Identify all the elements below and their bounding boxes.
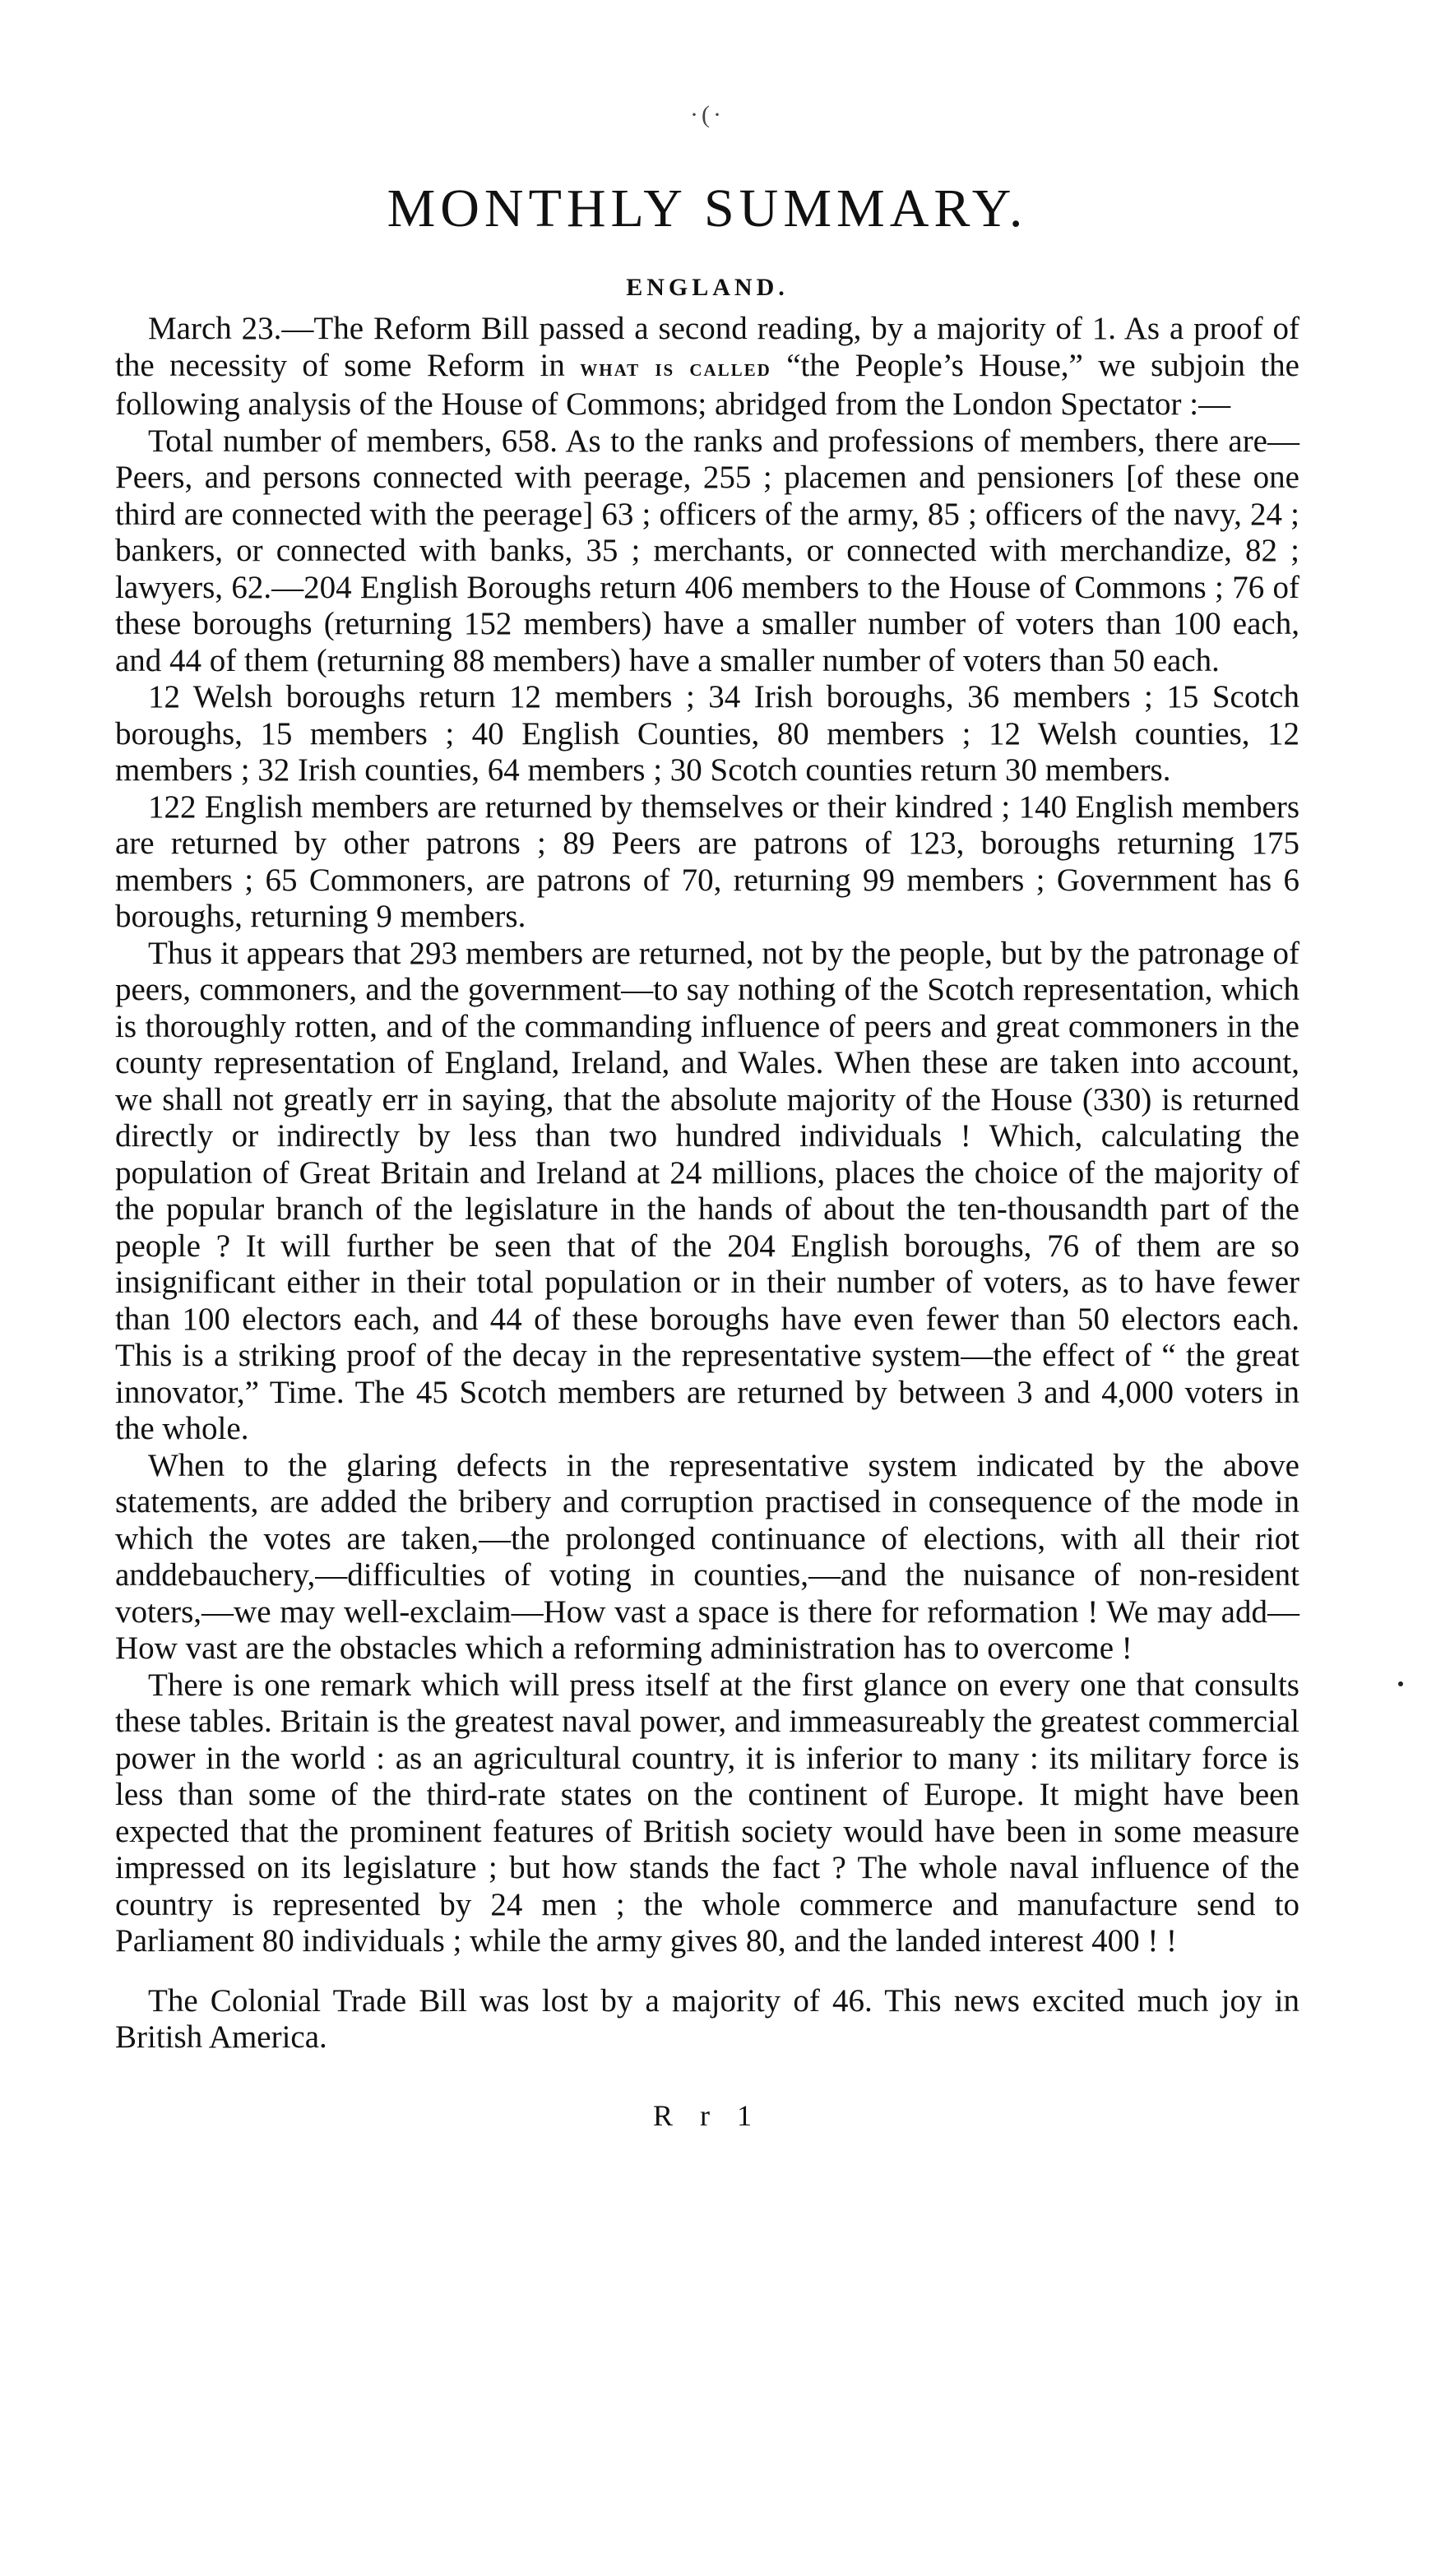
section-heading: ENGLAND. xyxy=(626,274,789,301)
paragraph-naval-commercial: There is one remark which will press itself at the first glance on every one that consults these tables. Britain is the greatest naval power, and immeasureably the greatest commercial power in the world : as an agricultural country, it is inferior to many : its military force is less than some of the third-rate states on the continent of Europe. It might have been expected that the prominent features of British society would have been in some measure impressed on its legislature ; but how stands the fact ? The whole naval influence of the country is represented by 24 men ; the whole commerce and manufacture send to Parliament 80 individuals ; while the army gives 80, and the landed interest 400 ! ! xyxy=(115,1667,1299,1959)
paragraph-text: March 23.—The Reform Bill passed a second reading, by a majority of 1. As a proof of the necessity of some Reform in xyxy=(115,311,1299,383)
paragraph-defects: When to the glaring defects in the representative system indicated by the above statements, are added the bribery and corruption practised in consequence of the mode in which the votes are taken,—the prolonged continuance of elections, with all their riot anddebauchery,—difficulties of voting in counties,—and the nuisance of non-resident voters,—we may well-exclaim—How vast a space is there for reformation ! We may add—How vast are the obstacles which a reforming administration has to overcome ! xyxy=(115,1447,1299,1666)
page-number: ·(· xyxy=(690,101,725,128)
paragraph-patrons: 122 English members are returned by themselves or their kindred ; 140 English members are returned by other patrons ; 89 Peers are patrons of 123, boroughs returning 175 members ; 65 Commoners, are patrons of 70, returning 99 members ; Government has 6 boroughs, returning 9 members. xyxy=(115,789,1299,934)
paragraph-members-analysis: Total number of members, 658. As to the ranks and professions of members, there are—Peers, and persons connected with peerage, 255 ; placemen and pensioners [of these one third are connected with the peerage] 63 ; officers of the army, 85 ; officers of the navy, 24 ; bankers, or connected with banks, 35 ; merchants, or connected with merchandize, 82 ; lawyers, 62.—204 English Boroughs return 406 members to the House of Commons ; 76 of these boroughs (returning 152 members) have a smaller number of voters than 100 each, and 44 of them (returning 88 members) have a smaller number of voters than 50 each. xyxy=(115,423,1299,678)
paragraph-patronage-conclusion: Thus it appears that 293 members are returned, not by the people, but by the patronage of peers, commoners, and the government—to say nothing of the Scotch representation, which is thoroughly rotten, and of the commanding influence of peers and great commoners in the county representation of England, Ireland, and Wales. When these are taken into account, we shall not greatly err in saying, that the absolute majority of the House (330) is returned directly or indirectly by less than two hundred individuals ! Which, calculating the population of Great Britain and Ireland at 24 millions, places the choice of the majority of the popular branch of the legislature in the hands of about the ten-thousandth part of the people ? It will further be seen that of the 204 English boroughs, 76 of them are so insignificant either in their total population or in their number of voters, as to have fewer than 100 electors each, and 44 of these boroughs have even fewer than 50 electors each. This is a striking proof of the decay in the representative system—the effect of “ the great innovator,” Time. The 45 Scotch members are returned by between 3 and 4,000 voters in the whole. xyxy=(115,935,1299,1446)
article-body xyxy=(115,311,1299,2056)
page xyxy=(115,90,1299,2134)
signature-mark: R r 1 xyxy=(653,2098,762,2132)
paragraph-reform-bill xyxy=(115,311,1299,423)
paragraph-colonial-trade-bill: The Colonial Trade Bill was lost by a majority of 46. This news excited much joy in British America. xyxy=(115,1982,1299,2055)
page-title: MONTHLY SUMMARY. xyxy=(387,178,1028,238)
emphasis-text: what is called xyxy=(580,354,771,382)
ink-speck xyxy=(1398,1681,1403,1686)
paragraph-text: “the People’s House,” we subjoin the following analysis of the House of Commons; abridged from the London Spectator :— xyxy=(115,347,1299,422)
paragraph-boroughs-counties: 12 Welsh boroughs return 12 members ; 34 Irish boroughs, 36 members ; 15 Scotch boroughs, 15 members ; 40 English Counties, 80 members ; 12 Welsh counties, 12 members ; 32 Irish counties, 64 members ; 30 Scotch counties return 30 members. xyxy=(115,679,1299,788)
